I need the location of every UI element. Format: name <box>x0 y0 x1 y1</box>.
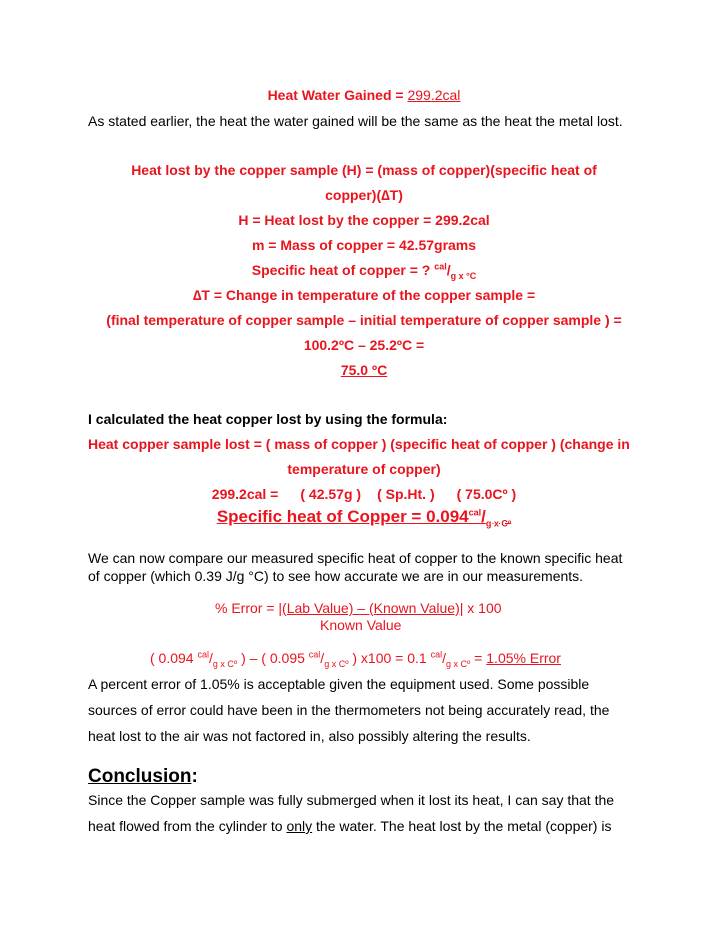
heat-water-value: 299.2cal <box>407 87 461 103</box>
specific-heat-label: Specific heat of copper = ? <box>251 262 435 278</box>
delta-t-explanation: (final temperature of copper sample – initial temperature of copper sample ) = <box>106 312 622 328</box>
value-heat: 299.2cal = <box>211 486 279 502</box>
error-calc-sup-1: cal <box>197 649 209 660</box>
error-formula-line-2: Known Value <box>320 617 402 633</box>
error-calc-sup-2: cal <box>308 649 321 660</box>
error-calc-part-1: ( 0.094 <box>150 650 198 666</box>
error-calculation: ( 0.094 $^{cal}/_{g x Cº}$ ) – ( 0.095 $^{cal}/_{g x Cº}$ ) x100 = 0.1 $^{cal}/_{g x Cº} = 1.05\%$ Error <box>150 649 561 669</box>
unit-sub: g x °C <box>450 270 477 281</box>
specific-heat-definition: Specific heat of copper = ? $^{cal}/_{g x ^\circ C}$ <box>251 261 477 281</box>
result-unit-sub: g x Cº <box>485 518 512 529</box>
error-formula-prefix: % Error = <box>215 600 279 616</box>
error-calc-part-3: ) x100 = 0.1 <box>348 650 431 666</box>
delta-t-result: 75.0 ºC <box>340 362 388 378</box>
error-calc-sub-3: g x Cº <box>446 658 471 669</box>
error-para-line-3: heat lost to the air was not factored in, also possibly altering the results. <box>88 728 531 744</box>
value-specific-heat: ( Sp.Ht. ) <box>377 486 435 502</box>
result-unit-sup: cal <box>468 507 482 518</box>
heat-water-label: Heat Water Gained = <box>267 87 408 103</box>
conclusion-line-2-b: the water. The heat lost by the metal (copper) is <box>312 818 612 834</box>
value-mass: ( 42.57g ) <box>300 486 362 502</box>
conclusion-only: only <box>286 818 313 834</box>
delta-t-calculation: 100.2ºC – 25.2ºC = <box>303 337 425 353</box>
error-calc-sub-1: g x Cº <box>212 658 238 669</box>
conclusion-line-2-a: heat flowed from the cylinder to <box>88 818 287 834</box>
conclusion-colon: : <box>191 766 198 787</box>
compare-para-line-2: of copper (which 0.39 J/g °C) to see how accurate we are in our measurements. <box>88 568 584 584</box>
h-definition: H = Heat lost by the copper = 299.2cal <box>238 212 490 228</box>
result-text: Specific heat of Copper = 0.094 <box>216 507 469 526</box>
specific-heat-result: Specific heat of Copper = $0.094^{cal}/_{g x Cº}$ <box>216 507 512 529</box>
formula-line-2: copper)(∆T) <box>325 187 403 203</box>
error-calc-sub-2: g x Cº <box>324 658 349 669</box>
error-formula-suffix: x 100 <box>463 600 502 616</box>
delta-t-definition: ∆T = Change in temperature of the copper sample = <box>192 287 536 303</box>
m-definition: m = Mass of copper = 42.57grams <box>251 237 477 253</box>
formula2-line-1: Heat copper sample lost = ( mass of copper ) (specific heat of copper ) (change in <box>88 436 630 452</box>
conclusion-heading <box>88 768 198 786</box>
value-delta-t: ( 75.0Cº ) <box>456 486 517 502</box>
error-calc-part-4: = <box>470 650 487 666</box>
conclusion-line-1: Since the Copper sample was fully submerged when it lost its heat, I can say that the <box>88 792 615 808</box>
error-formula-line-1 <box>215 599 502 617</box>
formula2-values <box>0 485 728 503</box>
error-formula-numerator: |(Lab Value) – (Known Value)| <box>278 600 464 616</box>
error-calc-sup-3: cal <box>430 649 443 660</box>
intro-sentence: As stated earlier, the heat the water gained will be the same as the heat the metal lost. <box>88 113 623 129</box>
error-calc-result: 1.05% Error <box>486 650 561 666</box>
formula2-line-2: temperature of copper) <box>287 461 441 477</box>
conclusion-line-2 <box>88 817 611 835</box>
compare-para-line-1: We can now compare our measured specific heat of copper to the known specific heat <box>88 550 623 566</box>
conclusion-heading-text: Conclusion <box>88 766 192 787</box>
error-calc-part-2: ) – ( 0.095 <box>237 650 309 666</box>
error-para-line-2: sources of error could have been in the thermometers not being accurately read, the <box>88 702 610 718</box>
calc-intro: I calculated the heat copper lost by using the formula: <box>88 411 448 427</box>
unit-sup: cal <box>434 261 447 272</box>
heat-water-gained-line <box>0 86 728 104</box>
formula-line-1: Heat lost by the copper sample (H) = (mass of copper)(specific heat of <box>131 162 597 178</box>
error-para-line-1: A percent error of 1.05% is acceptable given the equipment used. Some possible <box>88 676 590 692</box>
